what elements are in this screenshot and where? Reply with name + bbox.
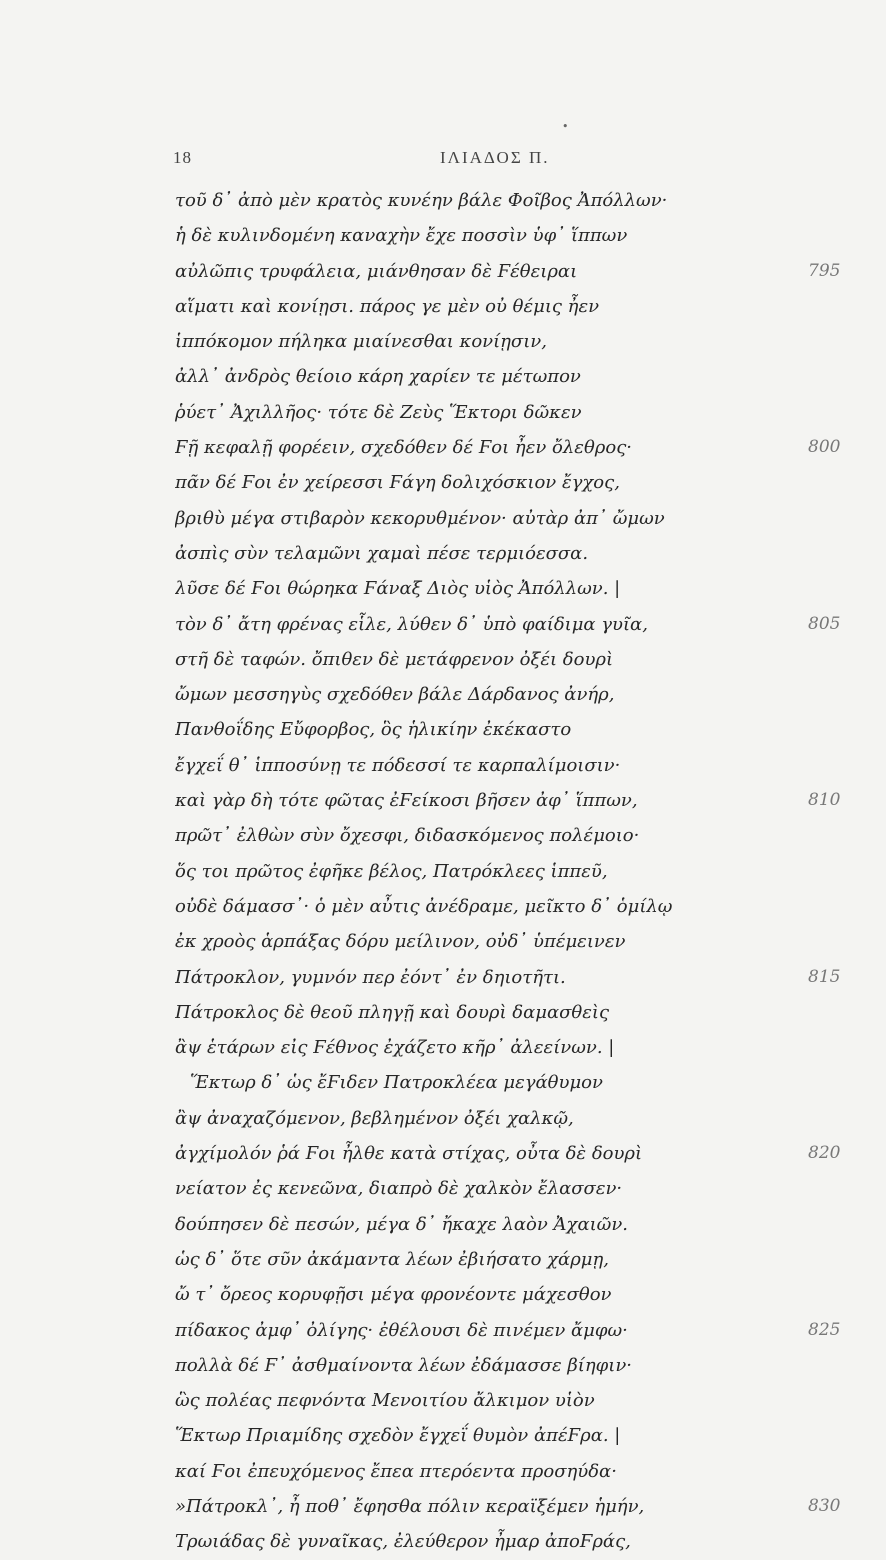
verse-line	[0, 1489, 886, 1524]
page-header	[0, 148, 886, 174]
verse-block	[0, 183, 886, 1560]
line-number: 800	[808, 437, 841, 458]
verse-line	[0, 1030, 886, 1065]
verse-line	[0, 818, 886, 853]
verse-line	[0, 1348, 886, 1383]
verse-text: τοῦ δ᾽ ἀπὸ μὲν κρατὸς κυνέην βάλε Φοῖβος Ἀπόλλων·	[175, 190, 668, 211]
verse-text: νείατον ἐς κενεῶνα, διαπρὸ δὲ χαλκὸν ἔλασσεν·	[175, 1178, 623, 1200]
verse-text: δούπησεν δὲ πεσών, μέγα δ᾽ ἤκαχε λαὸν Ἀχαιῶν.	[175, 1213, 629, 1235]
verse-text: ἔγχεΐ θ᾽ ἱπποσύνῃ τε πόδεσσί τε καρπαλίμοισιν·	[175, 754, 621, 776]
verse-line	[0, 960, 886, 995]
verse-line	[0, 924, 886, 959]
verse-text: ῥύετ᾽ Ἀχιλλῆος· τότε δὲ Ζεὺς Ἕκτορι δῶκεν	[175, 401, 582, 423]
verse-text: καί Ϝοι ἐπευχόμενος ἔπεα πτερόεντα προσηύδα·	[175, 1460, 617, 1482]
verse-text: ὣς πολέας πεφνόντα Μενοιτίου ἄλκιμον υἱὸν	[175, 1390, 595, 1412]
verse-line	[0, 642, 886, 677]
verse-text: ἀγχίμολόν ῥά Ϝοι ἦλθε κατὰ στίχας, οὖτα δὲ δουρὶ	[175, 1143, 643, 1165]
verse-line	[0, 1524, 886, 1559]
verse-text: αὐλῶπις τρυφάλεια, μιάνθησαν δὲ Ϝέθειραι	[175, 260, 578, 282]
verse-text: ἀλλ᾽ ἀνδρὸς θείοιο κάρη χαρίεν τε μέτωπον	[175, 366, 581, 388]
verse-line	[0, 783, 886, 818]
verse-line	[0, 854, 886, 889]
verse-text: ἱππόκομον πήληκα μιαίνεσθαι κονίῃσιν,	[175, 331, 547, 353]
verse-line	[0, 254, 886, 289]
verse-text: Πάτροκλον, γυμνόν περ ἐόντ᾽ ἐν δηιοτῆτι.	[175, 966, 566, 988]
verse-text: »Πάτροκλ᾽, ἦ ποθ᾽ ἔφησθα πόλιν κεραϊξέμεν ἡμήν,	[175, 1495, 645, 1517]
verse-text: Τρωιάδας δὲ γυναῖκας, ἐλεύθερον ἦμαρ ἀποϜράς,	[175, 1531, 631, 1553]
verse-text: λῦσε δέ Ϝοι θώρηκα Ϝάναξ Διὸς υἱὸς Ἀπόλλων. |	[175, 578, 621, 600]
verse-text: καὶ γὰρ δὴ τότε φῶτας ἐϜείκοσι βῆσεν ἀφ᾽ ἵππων,	[175, 790, 638, 812]
verse-text: ὤ τ᾽ ὄρεος κορυφῇσι μέγα φρονέοντε μάχεσθον	[175, 1284, 612, 1306]
verse-line	[0, 1313, 886, 1348]
line-number: 820	[808, 1143, 841, 1164]
page-mark: •	[562, 120, 569, 133]
verse-line	[0, 889, 886, 924]
verse-text: πρῶτ᾽ ἐλθὼν σὺν ὄχεσφι, διδασκόμενος πολέμοιο·	[175, 825, 640, 847]
verse-text: ὡς δ᾽ ὅτε σῦν ἀκάμαντα λέων ἐβιήσατο χάρμῃ,	[175, 1248, 609, 1270]
line-number: 830	[808, 1495, 841, 1516]
verse-text: πᾶν δέ Ϝοι ἐν χείρεσσι Ϝάγη δολιχόσκιον ἔγχος,	[175, 472, 620, 494]
verse-line	[0, 536, 886, 571]
verse-line	[0, 1171, 886, 1206]
verse-line	[0, 289, 886, 324]
verse-text: Ἕκτωρ δ᾽ ὡς ἔϜιδεν Πατροκλέεα μεγάθυμον	[190, 1072, 603, 1094]
verse-text: ὤμων μεσσηγὺς σχεδόθεν βάλε Δάρδανος ἀνήρ,	[175, 684, 615, 706]
verse-text: Πάτροκλος δὲ θεοῦ πληγῇ καὶ δουρὶ δαμασθεὶς	[175, 1001, 610, 1023]
verse-line	[0, 571, 886, 606]
line-number: 805	[808, 613, 841, 634]
verse-line	[0, 1136, 886, 1171]
verse-text: πολλὰ δέ Ϝ᾽ ἀσθμαίνοντα λέων ἐδάμασσε βίηφιν·	[175, 1354, 632, 1376]
verse-line	[0, 712, 886, 747]
verse-line	[0, 395, 886, 430]
verse-text: ἡ δὲ κυλινδομένη καναχὴν ἔχε ποσσὶν ὑφ᾽ ἵππων	[175, 225, 628, 247]
verse-line	[0, 1101, 886, 1136]
verse-text: ἐκ χροὸς ἁρπάξας δόρυ μείλινον, οὐδ᾽ ὑπέμεινεν	[175, 931, 626, 953]
verse-text: τὸν δ᾽ ἄτη φρένας εἷλε, λύθεν δ᾽ ὑπὸ φαίδιμα γυῖα,	[175, 613, 648, 635]
verse-line	[0, 183, 886, 218]
verse-text: Ἕκτωρ Πριαμίδης σχεδὸν ἔγχεΐ θυμὸν ἀπέϜρα. |	[175, 1425, 621, 1447]
page-number: 18	[173, 148, 192, 167]
verse-text: στῆ δὲ ταφών. ὄπιθεν δὲ μετάφρενον ὀξέι δουρὶ	[175, 648, 614, 670]
line-number: 810	[808, 790, 841, 811]
verse-line	[0, 324, 886, 359]
verse-line	[0, 501, 886, 536]
verse-line	[0, 359, 886, 394]
line-number: 795	[808, 260, 841, 281]
verse-text: βριθὺ μέγα στιβαρὸν κεκορυθμένον· αὐτὰρ ἀπ᾽ ὤμων	[175, 507, 665, 529]
verse-text: πίδακος ἀμφ᾽ ὀλίγης· ἐθέλουσι δὲ πινέμεν ἄμφω·	[175, 1319, 628, 1341]
line-number: 815	[808, 966, 841, 987]
line-number: 825	[808, 1319, 841, 1340]
verse-text: οὐδὲ δάμασσ᾽· ὁ μὲν αὖτις ἀνέδραμε, μεῖκτο δ᾽ ὁμίλῳ	[175, 895, 673, 917]
verse-line	[0, 1418, 886, 1453]
verse-line	[0, 677, 886, 712]
verse-line	[0, 1454, 886, 1489]
running-title: ΙΛΙΑΔΟΣ Π.	[440, 148, 550, 167]
verse-line	[0, 1242, 886, 1277]
verse-line	[0, 430, 886, 465]
verse-line	[0, 1277, 886, 1312]
verse-line	[0, 1383, 886, 1418]
verse-text: αἵματι καὶ κονίῃσι. πάρος γε μὲν οὐ θέμις ἦεν	[175, 295, 600, 317]
verse-text: ἂψ ἀναχαζόμενον, βεβλημένον ὀξέι χαλκῷ,	[175, 1107, 574, 1129]
verse-line	[0, 218, 886, 253]
verse-line	[0, 1065, 886, 1100]
verse-line	[0, 1207, 886, 1242]
verse-text: Πανθοΐδης Εὔφορβος, ὃς ἡλικίην ἐκέκαστο	[175, 719, 572, 741]
verse-text: Ϝῇ κεφαλῇ φορέειν, σχεδόθεν δέ Ϝοι ἦεν ὄλεθρος·	[175, 437, 632, 459]
verse-line	[0, 748, 886, 783]
verse-line	[0, 465, 886, 500]
verse-text: ἂψ ἑτάρων εἰς Ϝέθνος ἐχάζετο κῆρ᾽ ἀλεείνων. |	[175, 1037, 615, 1059]
verse-line	[0, 995, 886, 1030]
verse-line	[0, 607, 886, 642]
verse-text: ὅς τοι πρῶτος ἐφῆκε βέλος, Πατρόκλεες ἱππεῦ,	[175, 860, 608, 882]
verse-text: ἀσπὶς σὺν τελαμῶνι χαμαὶ πέσε τερμιόεσσα.	[175, 542, 589, 564]
